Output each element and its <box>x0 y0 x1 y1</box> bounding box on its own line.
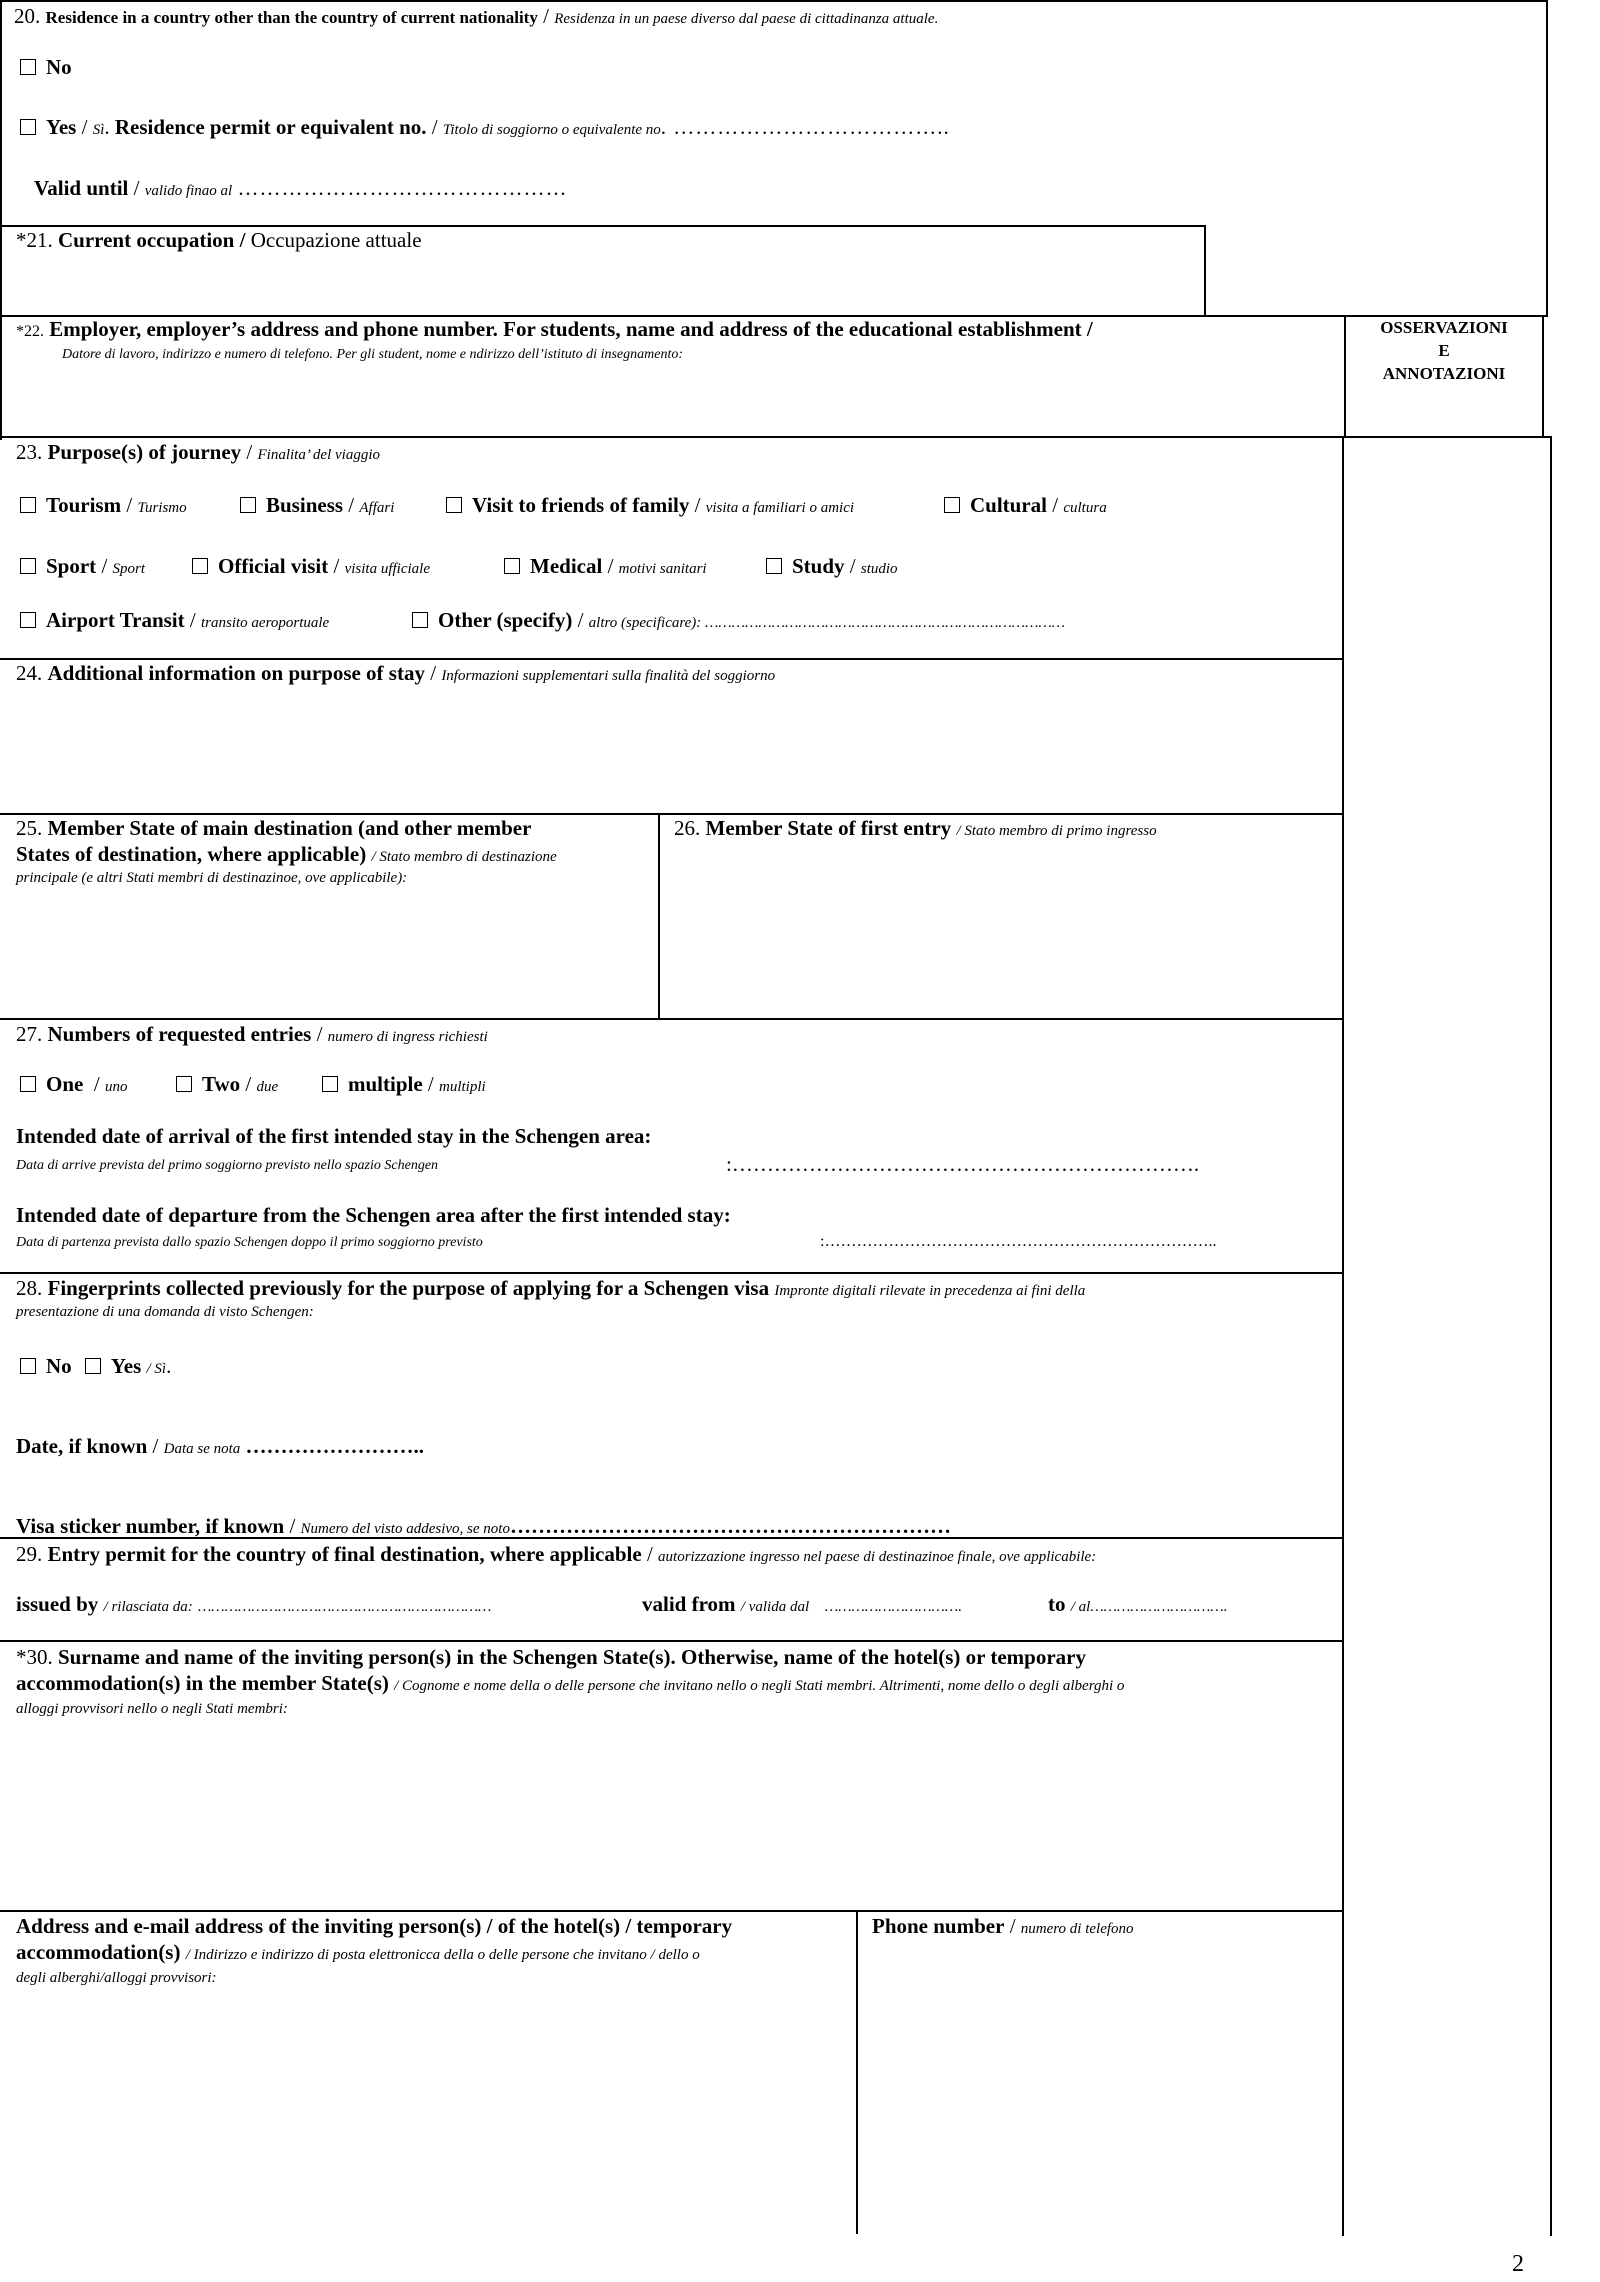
purpose-option-airport-transit[interactable]: Airport Transit / transito aeroportuale <box>20 608 329 635</box>
s24-label-it: Informazioni supplementari sulla finalità del soggiorno <box>441 668 776 684</box>
remarks-line2: E <box>1438 341 1450 360</box>
arrival-label: Intended date of arrival of the first intended stay in the Schengen area: <box>16 1124 652 1148</box>
checkbox-icon[interactable] <box>240 497 256 513</box>
phone-label-it: numero di telefono <box>1020 1921 1134 1937</box>
s26-num: 26. <box>674 816 701 840</box>
right-col-left <box>1342 436 1344 2236</box>
s27-label: Numbers of requested entries <box>47 1022 312 1046</box>
s20-heading: 20. Residence in a country other than the country of current nationality / Residenza in un paese diverso dal paese di cittadinanza attuale. <box>14 4 939 28</box>
s27-label-it: numero di ingress richiesti <box>327 1029 488 1045</box>
s21-label: Current occupation <box>58 228 235 252</box>
departure-label-it: Data di partenza prevista dallo spazio Schengen doppo il primo soggiorno previsto <box>16 1235 483 1250</box>
checkbox-icon[interactable] <box>766 558 782 574</box>
line-28-top <box>0 1272 1344 1274</box>
line-addr-top <box>0 1910 1344 1912</box>
checkbox-icon[interactable] <box>504 558 520 574</box>
addr-heading-l2 <box>16 1940 700 1967</box>
checkbox-icon[interactable] <box>192 558 208 574</box>
checkbox-icon[interactable] <box>20 1076 36 1092</box>
checkbox-icon[interactable] <box>20 59 36 75</box>
s24-heading: 24. Additional information on purpose of stay / Informazioni supplementari sulla finalità del soggiorno <box>16 661 776 685</box>
remarks-right <box>1542 315 1544 438</box>
checkbox-icon[interactable] <box>944 497 960 513</box>
departure-field[interactable]: :……………………………………………………………….. <box>820 1233 1217 1250</box>
s25-num: 25. <box>16 816 43 840</box>
s25-label-it-l3: principale (e altri Stati membri di destinazinoe, ove applicabile): <box>16 870 408 886</box>
purpose-option-tourism[interactable]: Tourism / Turismo <box>20 493 187 520</box>
s29-num: 29. <box>16 1542 43 1566</box>
s20-valid-until: Valid until / valido finao al ……………………………………… <box>34 176 568 200</box>
s30-heading-l2 <box>16 1671 1124 1698</box>
issued-label: issued by <box>16 1592 99 1616</box>
page-number: 2 <box>1512 2251 1524 2277</box>
s30-label-it-l3: alloggi provvisori nello o negli Stati membri: <box>16 1701 288 1717</box>
s30-label-l2: accommodation(s) in the member State(s) <box>16 1671 389 1695</box>
s20-yes-option[interactable]: Yes / Sì. Residence permit or equivalent no. / Titolo di soggiorno o equivalente no. ……………………………….. <box>20 115 950 142</box>
line-30-top <box>0 1640 1344 1642</box>
s21-num: *21. <box>16 228 53 252</box>
s24-num: 24. <box>16 661 43 685</box>
s28-heading <box>16 1276 1085 1303</box>
to-field[interactable]: / al…………………………. <box>1070 1599 1228 1615</box>
checkbox-icon[interactable] <box>412 612 428 628</box>
s23-label-it: Finalita’ del viaggio <box>257 447 380 463</box>
s27-heading: 27. Numbers of requested entries / numero di ingress richiesti <box>16 1022 488 1046</box>
issued-label-it: / rilasciata da: <box>103 1599 193 1615</box>
s23-label: Purpose(s) of journey <box>47 440 242 464</box>
s28-label-it-l2: presentazione di una domanda di visto Schengen: <box>16 1304 314 1320</box>
addr-label-it-l3: degli alberghi/alloggi provvisori: <box>16 1970 217 1986</box>
phone-label: Phone number <box>872 1914 1005 1938</box>
date-label: Date, if known <box>16 1434 148 1458</box>
fingerprints-yes-it: / Sì <box>146 1361 167 1377</box>
s26-heading <box>674 816 1157 843</box>
s27-num: 27. <box>16 1022 43 1046</box>
checkbox-icon[interactable] <box>446 497 462 513</box>
s25-label-l2: States of destination, where applicable) <box>16 842 367 866</box>
departure-label: Intended date of departure from the Schengen area after the first intended stay: <box>16 1203 731 1227</box>
line-25-26-divider <box>658 813 660 1020</box>
addr-label-it-l2: / Indirizzo e indirizzo di posta elettronicca della o delle persone che invitano / dello o <box>185 1947 700 1963</box>
remarks-line1: OSSERVAZIONI <box>1380 318 1508 337</box>
entries-option-multiple[interactable]: multiple / multipli <box>322 1072 486 1099</box>
s22-heading <box>16 317 1093 344</box>
purpose-option-other[interactable]: Other (specify) / altro (specificare): ……………………………………………………………………… <box>412 608 1065 635</box>
s20-num: 20. <box>14 4 41 28</box>
line-21-right <box>1204 225 1206 317</box>
s26-label-it: / Stato membro di primo ingresso <box>956 823 1157 839</box>
purpose-option-medical[interactable]: Medical / motivi sanitari <box>504 554 707 581</box>
right-col-right <box>1550 436 1552 2236</box>
s30-num: *30. <box>16 1645 53 1669</box>
purpose-option-cultural[interactable]: Cultural / cultura <box>944 493 1107 520</box>
valid-to <box>1048 1592 1227 1619</box>
s22-num: *22. <box>16 323 44 340</box>
checkbox-icon[interactable] <box>85 1358 101 1374</box>
border-top <box>0 0 1548 2</box>
fingerprints-date: Date, if known / Data se nota …………………….. <box>16 1434 425 1458</box>
fingerprints-options: No Yes / Sì. <box>20 1354 171 1381</box>
s20-permit-label-it: Titolo di soggiorno o equivalente no <box>442 122 661 138</box>
addr-label-l1: Address and e-mail address of the inviting person(s) / of the hotel(s) / temporary <box>16 1914 733 1938</box>
issued-field[interactable]: ………………………………………………………… <box>197 1599 492 1615</box>
s22-label-it: Datore di lavoro, indirizzo e numero di telefono. Per gli student, nome e ndirizzo dell’istituto di insegnamento: <box>62 347 683 362</box>
s25-label-l1: Member State of main destination (and other member <box>47 816 532 840</box>
s28-label: Fingerprints collected previously for the purpose of applying for a Schengen visa <box>47 1276 770 1300</box>
s29-heading: 29. Entry permit for the country of final destination, where applicable / autorizzazione ingresso nel paese di destinazinoe finale, ove applicabile: <box>16 1542 1097 1566</box>
checkbox-icon[interactable] <box>20 612 36 628</box>
purpose-option-visit[interactable]: Visit to friends of family / visita a familiari o amici <box>446 493 854 520</box>
arrival-field[interactable]: :…………………………………………………………. <box>726 1152 1200 1176</box>
fingerprints-yes[interactable]: Yes <box>110 1354 142 1378</box>
remarks-box <box>1346 316 1542 385</box>
checkbox-icon[interactable] <box>20 119 36 135</box>
s21-heading: *21. Current occupation / Occupazione attuale <box>16 228 422 252</box>
remarks-line3: ANNOTAZIONI <box>1382 364 1506 383</box>
s30-label-l1: Surname and name of the inviting person(s) in the Schengen State(s). Otherwise, name of the hotel(s) or temporary <box>58 1645 1086 1669</box>
purpose-option-business[interactable]: Business / Affari <box>240 493 394 520</box>
valid-from-label-it: / valida dal <box>740 1599 810 1615</box>
checkbox-icon[interactable] <box>176 1076 192 1092</box>
s20-yes-label: Yes <box>46 115 77 139</box>
sticker-label: Visa sticker number, if known <box>16 1514 285 1538</box>
s20-label: Residence in a country other than the country of current nationality <box>45 8 538 27</box>
checkbox-icon[interactable] <box>20 558 36 574</box>
visa-sticker: Visa sticker number, if known / Numero del visto addesivo, se noto……………………………………………………… <box>16 1514 951 1538</box>
sticker-label-it: Numero del visto addesivo, se noto <box>300 1521 510 1537</box>
line-27-top <box>0 1018 1344 1020</box>
s20-yes-label-it: Sì <box>92 122 105 138</box>
valid-from <box>642 1592 962 1619</box>
valid-from-label: valid from <box>642 1592 736 1616</box>
s26-label: Member State of first entry <box>705 816 952 840</box>
s20-valid-field[interactable]: ……………………………………… <box>237 176 568 200</box>
s29-label: Entry permit for the country of final destination, where applicable <box>47 1542 642 1566</box>
border-left-top <box>0 0 2 440</box>
entries-option-one[interactable]: One / uno <box>20 1072 127 1099</box>
s28-num: 28. <box>16 1276 43 1300</box>
s23-num: 23. <box>16 440 43 464</box>
checkbox-icon[interactable] <box>20 497 36 513</box>
valid-from-field[interactable]: …………………………. <box>824 1599 962 1615</box>
checkbox-icon[interactable] <box>20 1358 36 1374</box>
s21-label-it: Occupazione attuale <box>250 228 422 252</box>
purpose-option-sport[interactable]: Sport / Sport <box>20 554 145 581</box>
s20-no-label: No <box>46 55 72 79</box>
purpose-option-official[interactable]: Official visit / visita ufficiale <box>192 554 430 581</box>
issued-by <box>16 1592 491 1619</box>
fingerprints-no[interactable]: No <box>46 1354 72 1378</box>
s20-permit-label: Residence permit or equivalent no. <box>114 115 427 139</box>
s29-label-it: autorizzazione ingresso nel paese di destinazinoe finale, ove applicabile: <box>658 1549 1097 1565</box>
checkbox-icon[interactable] <box>322 1076 338 1092</box>
date-field[interactable]: …………………….. <box>245 1434 425 1458</box>
line-23-top <box>0 436 1552 438</box>
date-label-it: Data se nota <box>163 1441 241 1457</box>
s20-label-it: Residenza in un paese diverso dal paese di cittadinanza attuale. <box>554 11 939 27</box>
addr-label-l2: accommodation(s) <box>16 1940 181 1964</box>
line-25-top <box>0 813 1344 815</box>
border-right-top <box>1546 0 1548 317</box>
sticker-field[interactable]: ……………………………………………………… <box>509 1514 951 1538</box>
s25-heading-l2 <box>16 842 557 869</box>
purpose-option-study[interactable]: Study / studio <box>766 554 898 581</box>
line-21-top <box>0 225 1206 227</box>
s23-heading: 23. Purpose(s) of journey / Finalita’ del viaggio <box>16 440 380 464</box>
entries-option-two[interactable]: Two / due <box>176 1072 278 1099</box>
phone-heading: Phone number / numero di telefono <box>872 1914 1134 1938</box>
s22-label: Employer, employer’s address and phone number. For students, name and address of the educational establishment / <box>49 317 1093 341</box>
addr-phone-divider <box>856 1910 858 2234</box>
s25-heading <box>16 816 531 840</box>
to-label: to <box>1048 1592 1066 1616</box>
s20-permit-field[interactable]: . ……………………………….. <box>660 115 950 139</box>
s24-label: Additional information on purpose of stay <box>47 661 425 685</box>
s20-no-option[interactable] <box>20 55 72 79</box>
s20-valid-label-it: valido finao al <box>144 183 233 199</box>
s28-label-it-l1: Impronte digitali rilevate in precedenza ai fini della <box>774 1283 1086 1299</box>
arrival-label-it: Data di arrive prevista del primo soggiorno previsto nello spazio Schengen <box>16 1158 439 1173</box>
s30-heading <box>16 1645 1086 1669</box>
line-24-top <box>0 658 1344 660</box>
s25-label-it-l2: / Stato membro di destinazione <box>371 849 557 865</box>
s30-label-it-l2: / Cognome e nome della o delle persone che invitano nello o negli Stati membri. Altrimenti, nome dello o degli alberghi o <box>394 1678 1125 1694</box>
s20-valid-label: Valid until <box>34 176 129 200</box>
